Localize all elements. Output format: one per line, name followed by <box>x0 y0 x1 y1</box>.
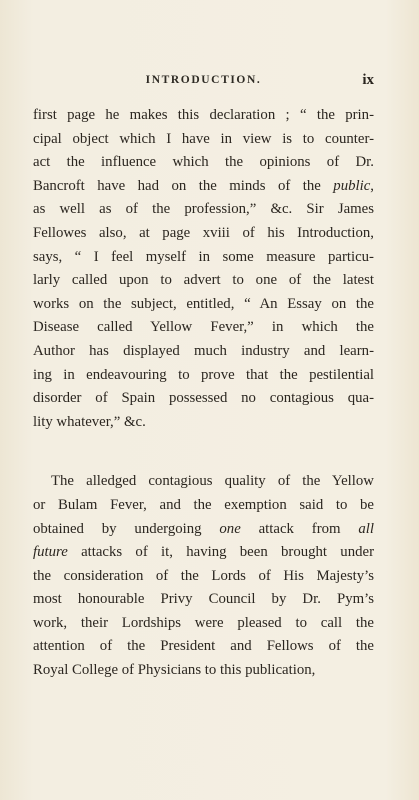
text-line: The alledged contagious quality of the Yellow <box>51 473 374 490</box>
text-run: attack from <box>240 520 359 537</box>
text-line: cipal object which I have in view is to counter- <box>33 130 374 147</box>
text-run: obtained by undergoing <box>33 520 220 537</box>
text-run: Bancroft have had on the minds of the <box>33 177 334 194</box>
text-line <box>33 541 374 565</box>
text-line: ing in endeavouring to prove that the pestilential <box>33 366 374 383</box>
text-line: act the influence which the opinions of Dr. <box>33 154 374 171</box>
text-line <box>33 175 374 199</box>
text-line: the consideration of the Lords of His Majesty’s <box>33 567 374 584</box>
running-title: INTRODUCTION. <box>145 74 262 86</box>
text-line: most honourable Privy Council by Dr. Pym’s <box>33 591 374 608</box>
text-line: larly called upon to advert to one of the latest <box>33 272 374 289</box>
text-line: disorder of Spain possessed no contagious qua- <box>33 390 374 407</box>
text-line: Author has displayed much industry and learn- <box>33 342 374 359</box>
text-line: says, “ I feel myself in some measure particu- <box>33 248 374 265</box>
text-line: as well as of the profession,” &c. Sir James <box>33 201 374 218</box>
text-line: Royal College of Physicians to this publication, <box>33 662 316 679</box>
text-line: Disease called Yellow Fever,” in which the <box>33 319 374 336</box>
paragraph-2 <box>33 470 374 682</box>
text-line: work, their Lordships were pleased to call the <box>33 614 374 631</box>
text-line: Fellowes also, at page xviii of his Introduction, <box>33 224 374 241</box>
body-text <box>33 104 374 683</box>
page-number: ix <box>362 72 374 88</box>
italic-text-run: public <box>333 177 371 194</box>
text-line: first page he makes this declaration ; “ the prin- <box>33 107 374 123</box>
text-line <box>33 518 374 542</box>
text-line: attention of the President and Fellows of the <box>33 638 374 655</box>
text-line: lity whatever,” &c. <box>33 413 146 430</box>
italic-text-run: one <box>219 520 241 537</box>
text-run: attacks of it, having been brought under <box>67 544 374 561</box>
text-line: or Bulam Fever, and the exemption said to be <box>33 496 374 513</box>
italic-text-run: future <box>33 544 68 561</box>
paragraph-1 <box>33 104 374 434</box>
running-head <box>33 74 374 94</box>
italic-text-run: all <box>358 520 374 537</box>
text-line: works on the subject, entitled, “ An Essay on the <box>33 295 374 312</box>
text-run: , <box>370 177 374 194</box>
paragraph-gap <box>33 434 374 470</box>
